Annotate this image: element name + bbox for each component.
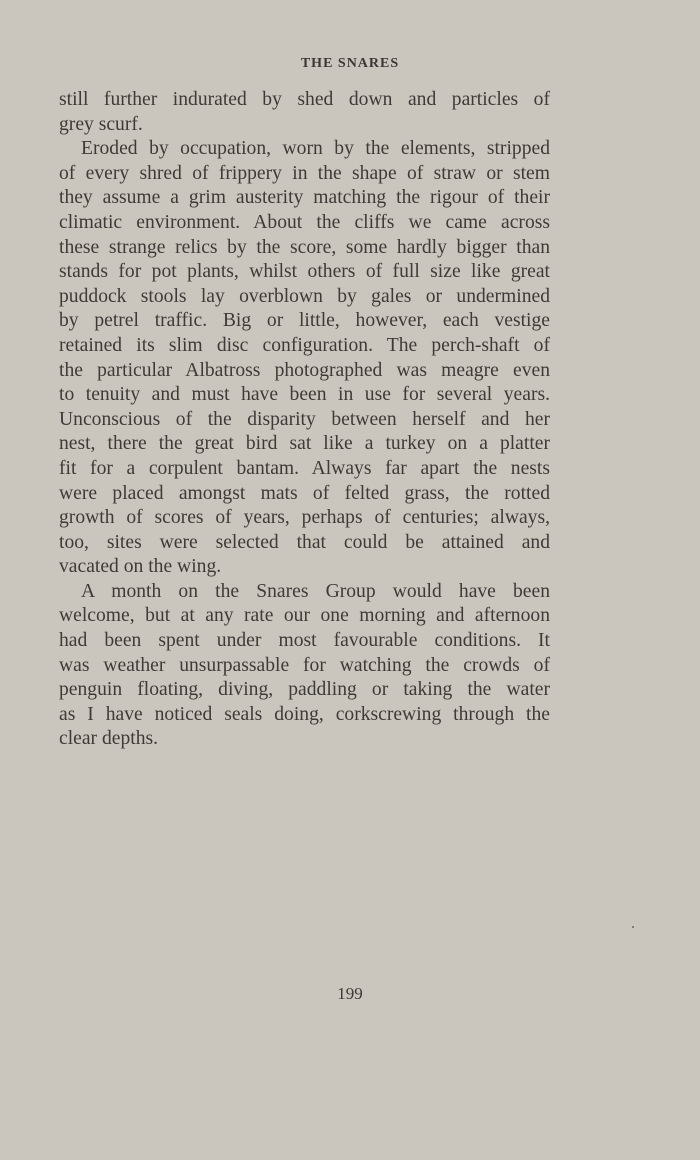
text-line: nest, there the great bird sat like a turkey on a platter xyxy=(59,433,550,455)
text-line: growth of scores of years, perhaps of centuries; always, xyxy=(59,507,550,529)
text-line: as I have noticed seals doing, corkscrewing through the xyxy=(59,703,550,725)
text-line: grey scurf. xyxy=(59,113,143,135)
text-line: retained its slim disc configuration. The perch-shaft of xyxy=(59,334,550,356)
text-line: were placed amongst mats of felted grass, the rotted xyxy=(59,482,550,504)
text-line: A month on the Snares Group would have been xyxy=(81,580,550,602)
text-line: climatic environment. About the cliffs we came across xyxy=(59,211,550,233)
text-line: still further indurated by shed down and particles of xyxy=(59,89,550,110)
text-line: by petrel traffic. Big or little, however, each vestige xyxy=(59,310,550,332)
text-line: welcome, but at any rate our one morning and afternoon xyxy=(59,605,550,627)
text-line: these strange relics by the score, some hardly bigger than xyxy=(59,236,550,258)
text-line: was weather unsurpassable for watching the crowds of xyxy=(59,654,550,676)
paper-speck xyxy=(632,926,634,928)
text-line: vacated on the wing. xyxy=(59,556,222,578)
text-line: Eroded by occupation, worn by the elements, stripped xyxy=(81,138,550,160)
text-line: they assume a grim austerity matching the rigour of their xyxy=(59,187,550,209)
text-line: of every shred of frippery in the shape of straw or stem xyxy=(59,162,550,184)
text-line: stands for pot plants, whilst others of full size like great xyxy=(59,261,550,283)
body-text xyxy=(59,88,550,752)
text-line: had been spent under most favourable conditions. It xyxy=(59,630,550,652)
text-line: fit for a corpulent bantam. Always far apart the nests xyxy=(59,457,550,479)
text-line: puddock stools lay overblown by gales or undermined xyxy=(59,285,550,307)
running-header: THE SNARES xyxy=(300,56,400,71)
text-line: to tenuity and must have been in use for several years. xyxy=(59,384,550,406)
text-line: penguin floating, diving, paddling or taking the water xyxy=(59,679,550,701)
page-number: 199 xyxy=(337,984,363,1003)
text-line: too, sites were selected that could be attained and xyxy=(59,531,550,553)
text-line: the particular Albatross photographed was meagre even xyxy=(59,359,550,381)
text-line: Unconscious of the disparity between herself and her xyxy=(59,408,550,430)
text-line: clear depths. xyxy=(59,728,159,750)
